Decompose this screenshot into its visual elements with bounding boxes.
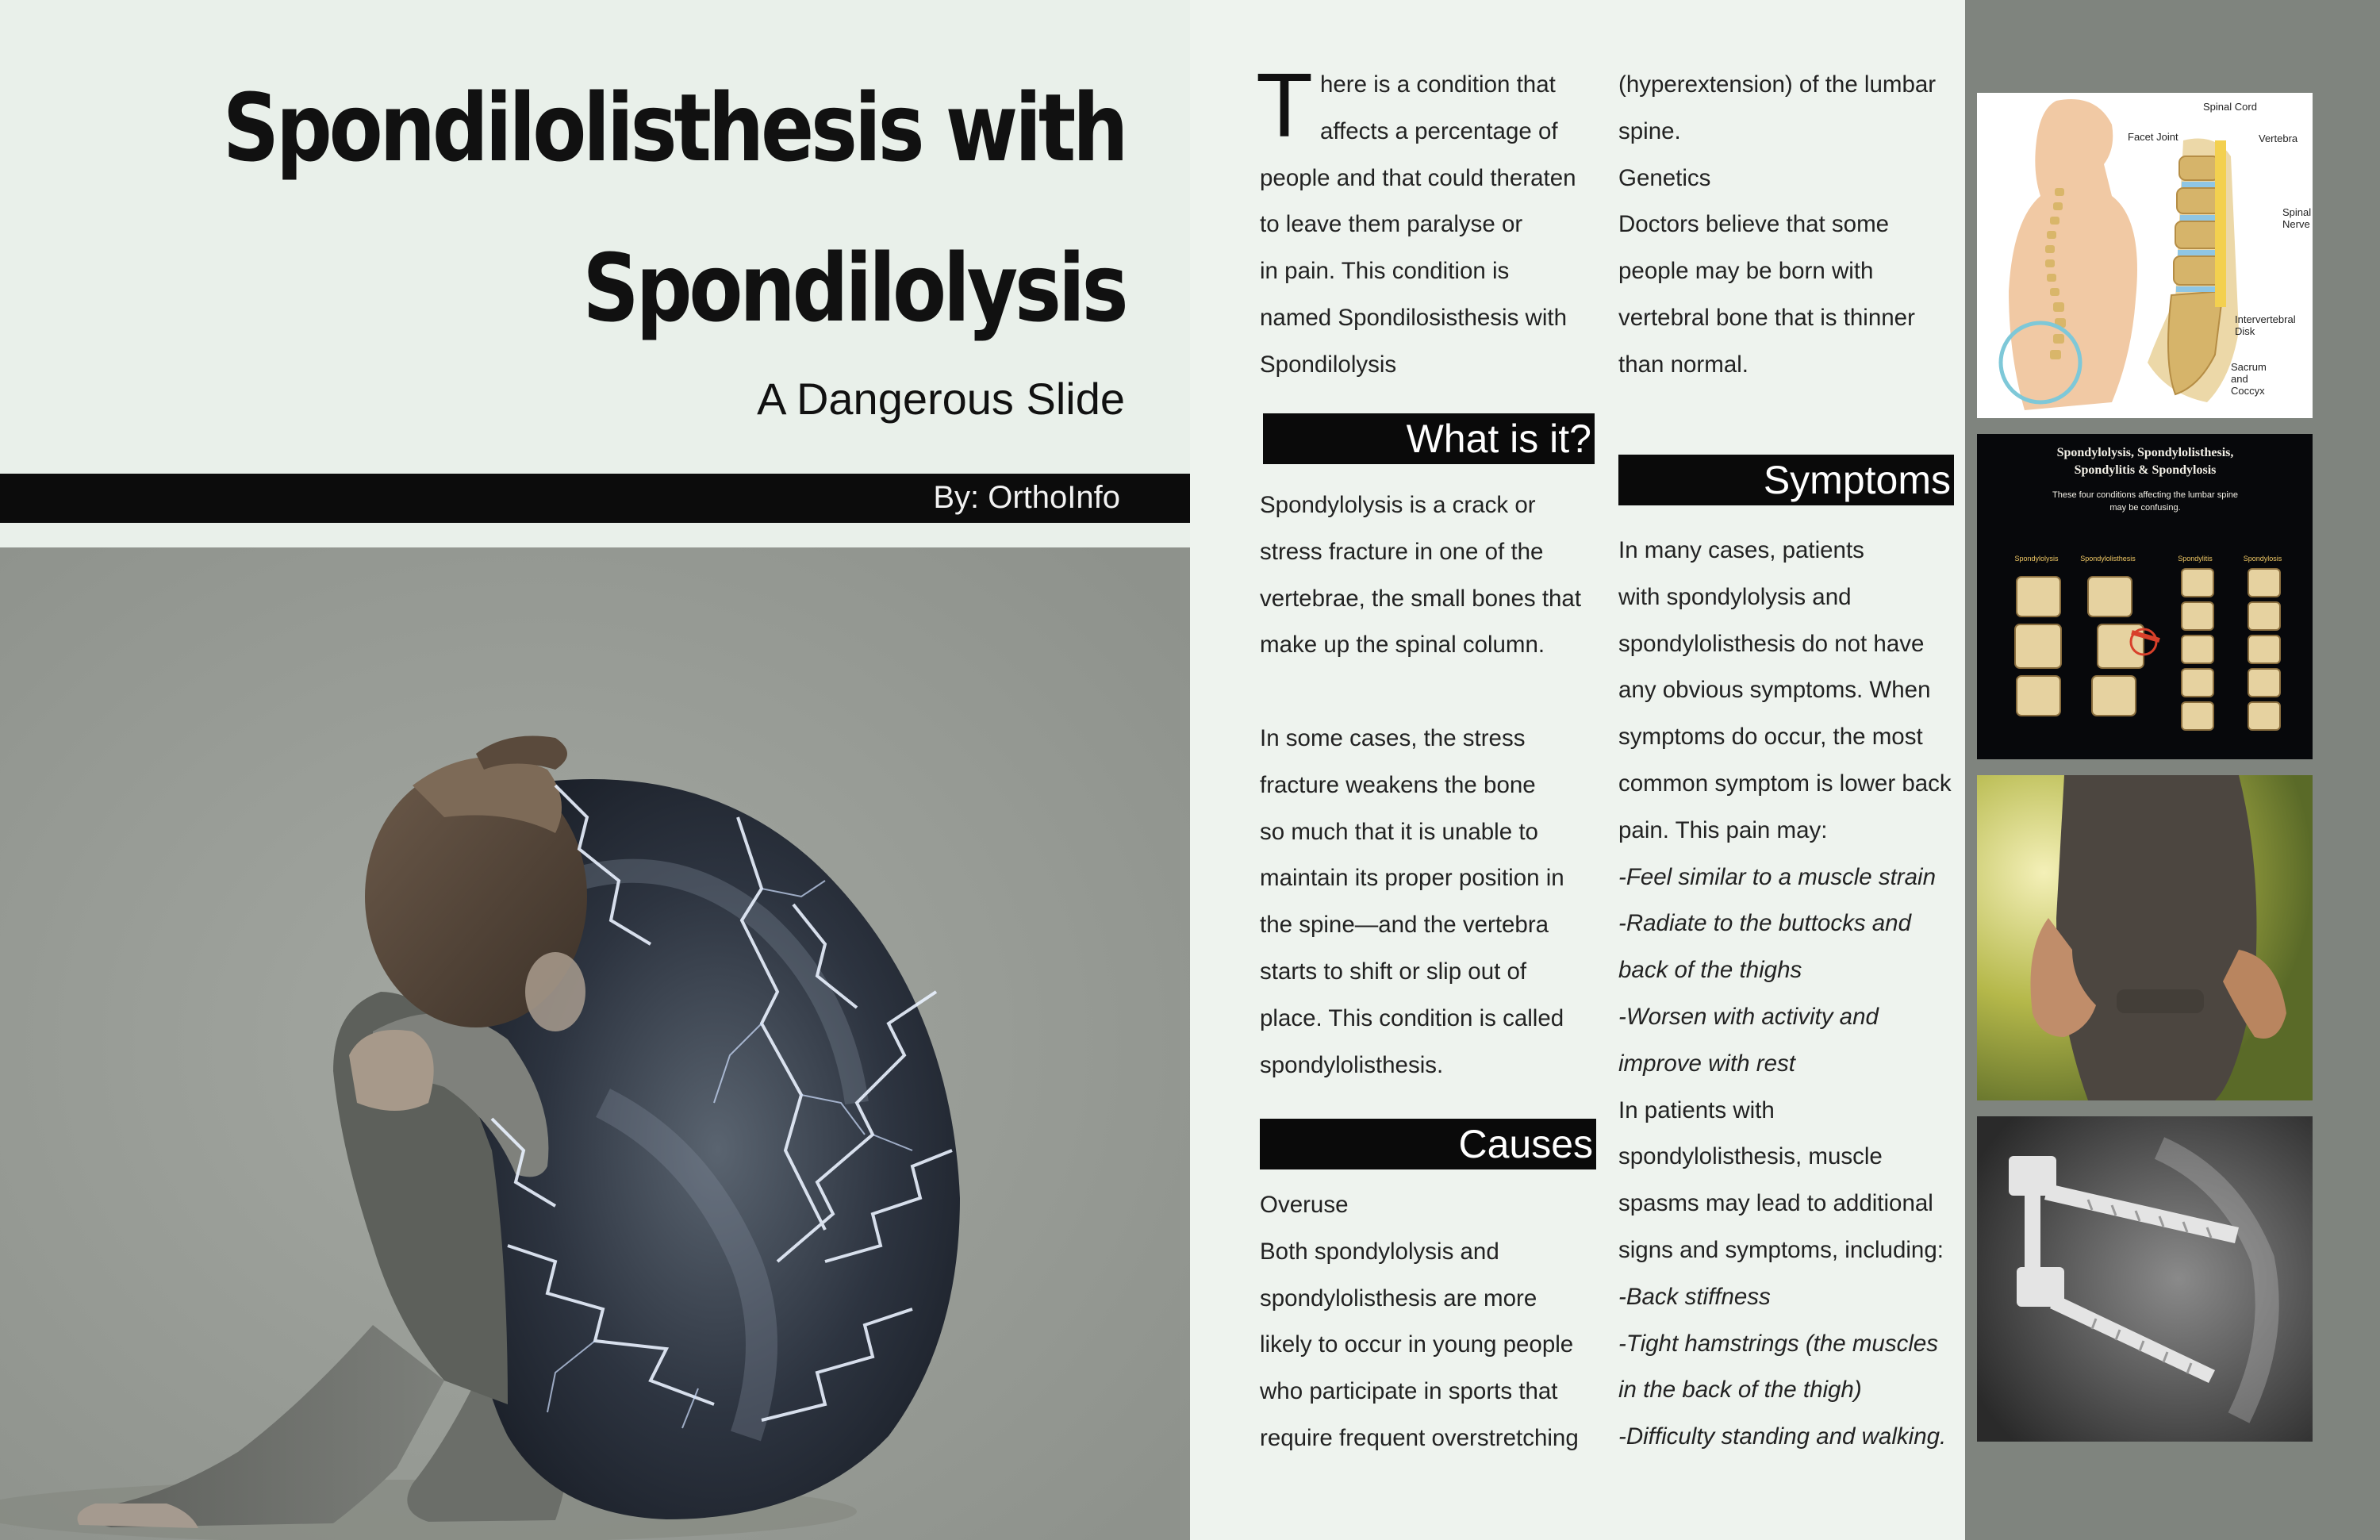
text-line: Genetics <box>1618 164 1711 191</box>
text-line: the spine—and the vertebra <box>1260 912 1549 939</box>
image-strip <box>1965 0 2380 1540</box>
anatomy-label: Sacrum <box>2231 361 2267 373</box>
symptom-item: improve with rest <box>1618 1050 1795 1077</box>
condition-label: Spondylolysis <box>2014 555 2059 563</box>
symptom-item: -Back stiffness <box>1618 1283 1771 1310</box>
text-line: (hyperextension) of the lumbar <box>1618 71 1937 98</box>
text-line: stress fracture in one of the <box>1260 538 1544 565</box>
intro-line: named Spondilosisthesis with <box>1260 304 1567 331</box>
text-line: In some cases, the stress <box>1260 724 1526 751</box>
title-line-2: Spondilolysis <box>582 233 1125 343</box>
intro-paragraph <box>1258 58 1609 389</box>
intro-line: in pain. This condition is <box>1260 258 1510 285</box>
text-line: Both spondylolysis and <box>1260 1238 1499 1265</box>
condition-label: Spondylitis <box>2178 555 2213 563</box>
intro-line: affects a percentage of <box>1319 117 1558 144</box>
text-line: with spondylolysis and <box>1618 583 1852 610</box>
what-is-it-text <box>1260 482 1609 1089</box>
spine-anatomy-image <box>1977 93 2313 418</box>
symptom-item: -Radiate to the buttocks and <box>1618 910 1911 937</box>
anatomy-label: Spinal <box>2282 206 2312 218</box>
byline: By: OrthoInfo <box>933 480 1120 515</box>
text-line: spondylolisthesis do not have <box>1618 630 1925 657</box>
text-line: Doctors believe that some <box>1618 211 1890 238</box>
text-column-2 <box>1618 62 1967 389</box>
anatomy-label: Disk <box>2235 325 2255 337</box>
text-line: make up the spinal column. <box>1260 632 1545 659</box>
text-line: symptoms do occur, the most <box>1618 724 1923 751</box>
symptom-item: -Worsen with activity and <box>1618 1003 1879 1030</box>
chart-title: Spondylolysis, Spondylolisthesis, <box>2056 446 2234 459</box>
intro-line: here is a condition that <box>1319 71 1556 98</box>
text-line: so much that it is unable to <box>1260 818 1538 845</box>
text-line: vertebral bone that is thinner <box>1618 304 1915 331</box>
symptom-item: -Feel similar to a muscle strain <box>1618 863 1936 890</box>
text-line: Overuse <box>1260 1192 1349 1218</box>
spine-conditions-image <box>1977 434 2313 759</box>
anatomy-label: Spinal Cord <box>2203 101 2257 113</box>
text-line: starts to shift or slip out of <box>1260 958 1527 985</box>
back-pain-photo <box>1977 775 2313 1100</box>
text-line: Spondylolysis is a crack or <box>1260 492 1536 518</box>
symptom-item: in the back of the thigh) <box>1618 1377 1862 1404</box>
text-line: maintain its proper position in <box>1260 865 1564 892</box>
anatomy-label: Nerve <box>2282 218 2310 230</box>
text-line: fracture weakens the bone <box>1260 771 1536 798</box>
symptom-item: back of the thighs <box>1618 957 1802 984</box>
text-line: who participate in sports that <box>1260 1378 1558 1405</box>
text-line: In many cases, patients <box>1618 537 1864 563</box>
text-line: likely to occur in young people <box>1260 1331 1574 1358</box>
section-heading-symptoms: Symptoms <box>1618 455 1954 505</box>
woman-lightning-illustration <box>0 547 1190 1540</box>
spine-anatomy-illustration <box>1977 93 2313 418</box>
chart-title: Spondylitis & Spondylosis <box>2074 463 2217 477</box>
text-line: spondylolisthesis are more <box>1260 1285 1537 1311</box>
symptom-item: -Difficulty standing and walking. <box>1618 1423 1947 1450</box>
section-heading-what-is-it: What is it? <box>1263 413 1595 464</box>
title-panel <box>0 0 1190 547</box>
text-line: signs and symptoms, including: <box>1618 1236 1944 1263</box>
article-text <box>1190 0 1965 1540</box>
text-line: any obvious symptoms. When <box>1618 677 1931 704</box>
spine-xray-image <box>1977 1116 2313 1442</box>
subtitle: A Dangerous Slide <box>757 374 1125 424</box>
anatomy-label: Vertebra <box>2259 132 2298 144</box>
condition-label: Spondylosis <box>2243 555 2282 563</box>
symptom-item: -Tight hamstrings (the muscles <box>1618 1330 1939 1357</box>
spine-xray-illustration <box>1977 1116 2313 1442</box>
anatomy-label: Facet Joint <box>2128 131 2178 143</box>
back-pain-illustration <box>1977 775 2313 1100</box>
page-title <box>222 48 1125 368</box>
text-line: require frequent overstretching <box>1260 1424 1579 1451</box>
byline-bar <box>0 474 1190 523</box>
chart-caption: These four conditions affecting the lumbar spine <box>2052 490 2238 500</box>
text-line: than normal. <box>1618 351 1749 378</box>
text-line: spasms may lead to additional <box>1618 1190 1933 1217</box>
anatomy-label: Intervertebral <box>2235 313 2296 325</box>
intro-line: to leave them paralyse or <box>1260 211 1523 238</box>
text-line: spondylolisthesis. <box>1260 1051 1444 1078</box>
symptoms-text <box>1618 528 1967 1461</box>
spine-conditions-illustration <box>1977 434 2313 759</box>
text-line: In patients with <box>1618 1096 1775 1123</box>
causes-text <box>1260 1182 1609 1462</box>
chart-caption: may be confusing. <box>2109 503 2181 513</box>
text-line: pain. This pain may: <box>1618 816 1828 843</box>
intro-line: Spondilolysis <box>1260 351 1397 378</box>
text-line: vertebrae, the small bones that <box>1260 585 1582 612</box>
hero-photo <box>0 547 1190 1540</box>
condition-label: Spondylolisthesis <box>2080 555 2136 563</box>
text-line: people may be born with <box>1618 258 1874 285</box>
drop-cap: T <box>1258 58 1311 157</box>
anatomy-label: Coccyx <box>2231 385 2265 397</box>
text-line: place. This condition is called <box>1260 1004 1564 1031</box>
text-line: spondylolisthesis, muscle <box>1618 1143 1883 1170</box>
text-line: spine. <box>1618 117 1681 144</box>
anatomy-label: and <box>2231 373 2248 385</box>
text-line: common symptom is lower back <box>1618 770 1952 797</box>
title-line-1: Spondilolisthesis with <box>222 73 1125 182</box>
intro-line: people and that could theraten <box>1260 164 1576 191</box>
section-heading-causes: Causes <box>1260 1119 1596 1169</box>
